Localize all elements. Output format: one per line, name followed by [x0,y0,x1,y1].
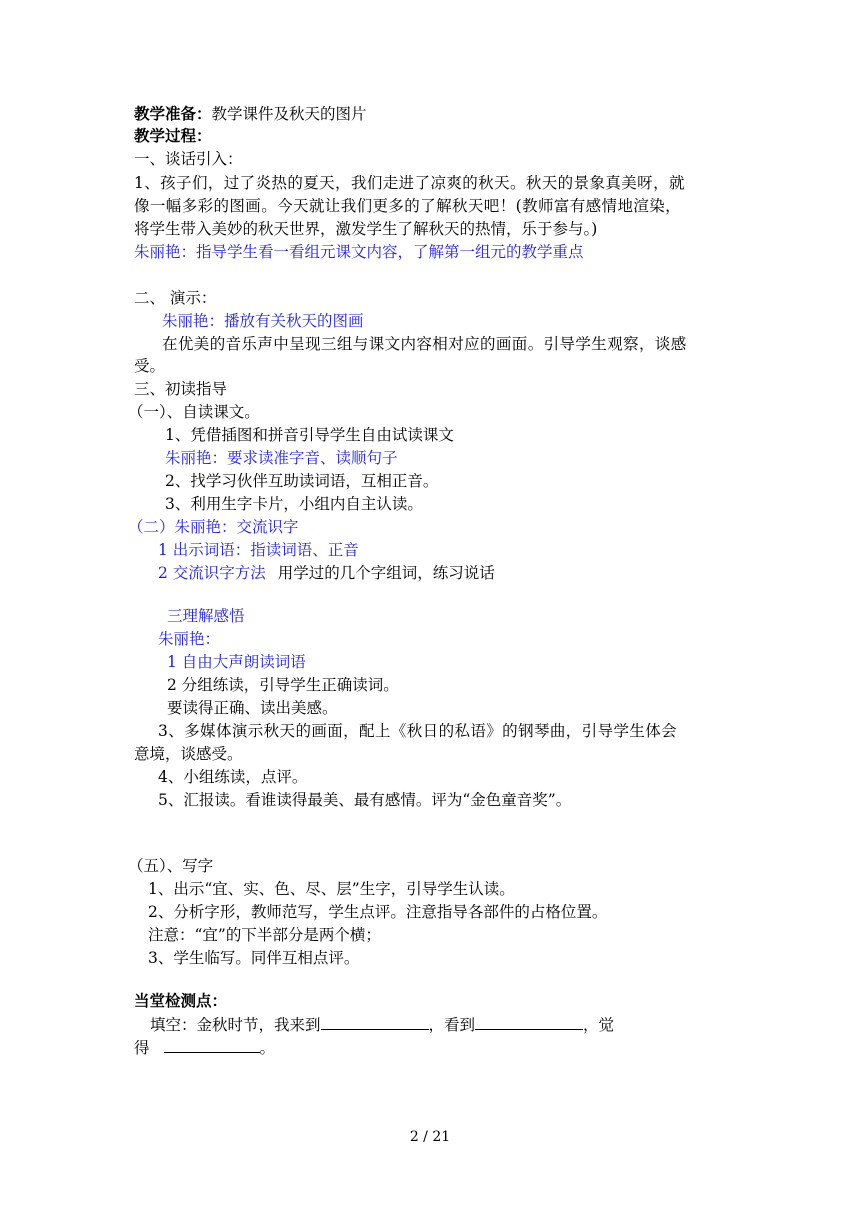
section-5-item-1: 1、出示“宜、实、色、尽、层”生字，引导学生认读。 [148,880,515,898]
check-fill-line-2 [134,1036,275,1059]
section-4-item-4: 4、小组练读，点评。 [158,768,308,786]
answer-blank-1[interactable] [321,1013,429,1030]
section-1-teacher-note: 朱丽艳：指导学生看一看组元课文内容，了解第一组元的教学重点 [134,243,584,261]
section-2-heading: 二、 演示： [134,289,217,307]
section-3-heading: 三、初读指导 [134,380,228,398]
section-3-sub-2: （二）朱丽艳：交流识字 [128,518,299,536]
section-1-paragraph-line-2: 像一幅多彩的图画。今天就让我们更多的了解秋天吧！(教师富有感情地渲染， [134,197,682,215]
section-4-heading: 三理解感悟 [167,607,245,625]
check-text-4: 得 [134,1039,150,1057]
page-number: 2 / 21 [409,1129,451,1145]
section-4-item-2: 2 分组练读，引导学生正确读词。 [167,676,399,694]
section-3-item-1: 1、凭借插图和拼音引导学生自由试读课文 [165,426,454,444]
check-text-2: ，看到 [428,1016,476,1034]
check-label: 当堂检测点： [134,991,228,1010]
section-5-item-2: 2、分析字形，教师范写，学生点评。注意指导各部件的占格位置。 [148,903,608,921]
section-4-teacher-note: 朱丽艳： [158,630,221,648]
section-3-sub-1: （一）、自读课文。 [128,403,260,421]
section-5-item-3: 3、学生临写。同伴互相点评。 [148,949,360,967]
check-text-5: 。 [259,1039,276,1057]
section-4-item-5: 5、汇报读。看谁读得最美、最有感情。评为“金色童音奖”。 [158,791,572,809]
section-5-note: 注意：“宜”的下半部分是两个横； [148,926,381,944]
section-3-item-3: 3、利用生字卡片，小组内自主认读。 [165,495,423,513]
prep-text: 教学课件及秋天的图片 [211,105,367,123]
answer-blank-3[interactable] [164,1036,260,1053]
section-1-paragraph-line-1: 1、孩子们，过了炎热的夏天，我们走进了凉爽的秋天。秋天的景象真美呀，就 [134,174,685,192]
section-4-item-1: 1 自由大声朗读词语 [167,653,306,671]
process-label: 教学过程： [134,126,212,145]
check-text-3: ，觉 [583,1016,615,1034]
prep-label: 教学准备： [134,104,212,123]
section-3-bullet-2-label: 2 交流识字方法 [158,564,266,582]
section-1-paragraph-line-3: 将学生带入美妙的秋天世界，激发学生了解秋天的热情，乐于参与。) [134,220,598,238]
section-3-item-2: 2、找学习伙伴互助读词语，互相正音。 [165,472,439,490]
check-fill-line-1 [150,1013,614,1036]
prep-line [134,103,367,125]
section-4-item-2-note: 要读得正确、读出美感。 [167,699,338,717]
section-2-teacher-note: 朱丽艳：播放有关秋天的图画 [162,312,364,330]
section-1-heading: 一、谈话引入： [134,150,243,168]
answer-blank-2[interactable] [475,1013,583,1030]
section-3-teacher-note: 朱丽艳：要求读准字音、读顺句子 [165,449,398,467]
section-3-bullet-2 [158,562,495,584]
section-3-bullet-1: 1 出示词语：指读词语、正音 [158,541,359,559]
section-2-paragraph-line-2: 受。 [134,357,166,375]
section-4-item-3-line-1: 3、多媒体演示秋天的画面，配上《秋日的私语》的钢琴曲，引导学生体会 [158,722,678,740]
section-4-item-3-line-2: 意境，谈感受。 [134,745,243,763]
section-2-paragraph-line-1: 在优美的音乐声中呈现三组与课文内容相对应的画面。引导学生观察，谈感 [162,335,687,353]
section-3-bullet-2-text: 用学过的几个字组词，练习说话 [277,564,495,582]
section-5-heading: （五）、写字 [128,857,214,875]
check-text-1: 填空：金秋时节，我来到 [150,1016,321,1034]
